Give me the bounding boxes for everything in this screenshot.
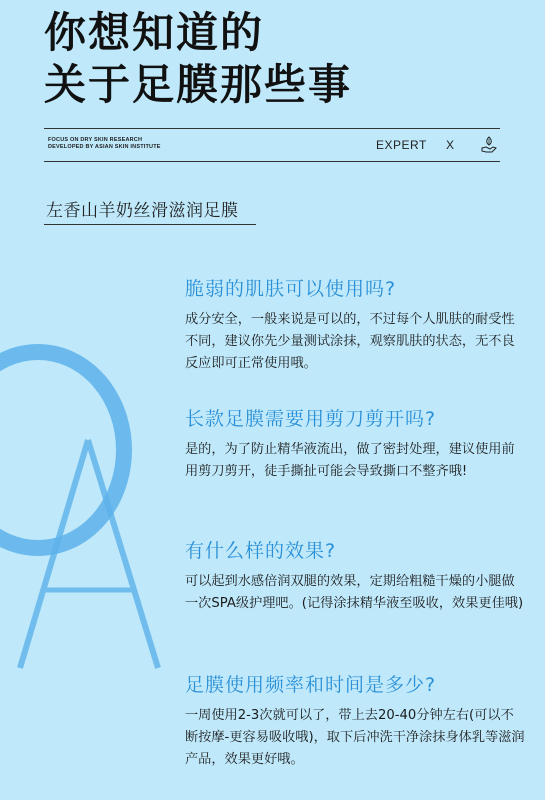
qa-answer: 可以起到水感倍润双腿的效果，定期给粗糙干燥的小腿做一次SPA级护理吧。(记得涂抹精华液至吸收，效果更佳哦) [185, 574, 524, 611]
qa-question: 长款足膜需要用剪刀剪开吗? [185, 408, 437, 430]
band-expert-label: EXPERT [376, 138, 427, 152]
product-underline [44, 224, 256, 225]
band-tagline-line1: FOCUS ON DRY SKIN RESEARCH [48, 137, 143, 143]
qa-item [185, 274, 525, 375]
qa-letters-decoration [0, 340, 200, 680]
band-tagline-line2: DEVELOPED BY ASIAN SKIN INSTITUTE [48, 144, 161, 150]
page-title-line1: 你想知道的 [44, 8, 265, 57]
qa-answer: 是的，为了防止精华液流出，做了密封处理，建议使用前用剪刀剪开，徒手撕扯可能会导致撕口不整齐哦! [185, 442, 515, 479]
qa-question: 有什么样的效果? [185, 540, 337, 562]
band-tagline [48, 137, 161, 151]
page-title-line2: 关于足膜那些事 [44, 60, 353, 109]
band-x-label: X [446, 138, 455, 152]
qa-answer: 成分安全，一般来说是可以的，不过每个人肌肤的耐受性不同，建议你先少量测试涂抹，观察肌肤的状态，无不良反应即可正常使用哦。 [185, 312, 515, 371]
qa-item [185, 670, 525, 771]
qa-item [185, 536, 525, 615]
leaf-hand-icon [480, 135, 498, 155]
header-band [44, 128, 500, 162]
qa-question: 脆弱的肌肤可以使用吗? [185, 278, 397, 300]
qa-question: 足膜使用频率和时间是多少? [185, 674, 437, 696]
qa-item [185, 404, 525, 483]
product-name: 左香山羊奶丝滑滋润足膜 [46, 201, 239, 221]
qa-answer: 一周使用2-3次就可以了，带上去20-40分钟左右(可以不断按摩-更容易吸收哦)，取下后冲洗干净涂抹身体乳等滋润产品，效果更好哦。 [185, 708, 525, 767]
